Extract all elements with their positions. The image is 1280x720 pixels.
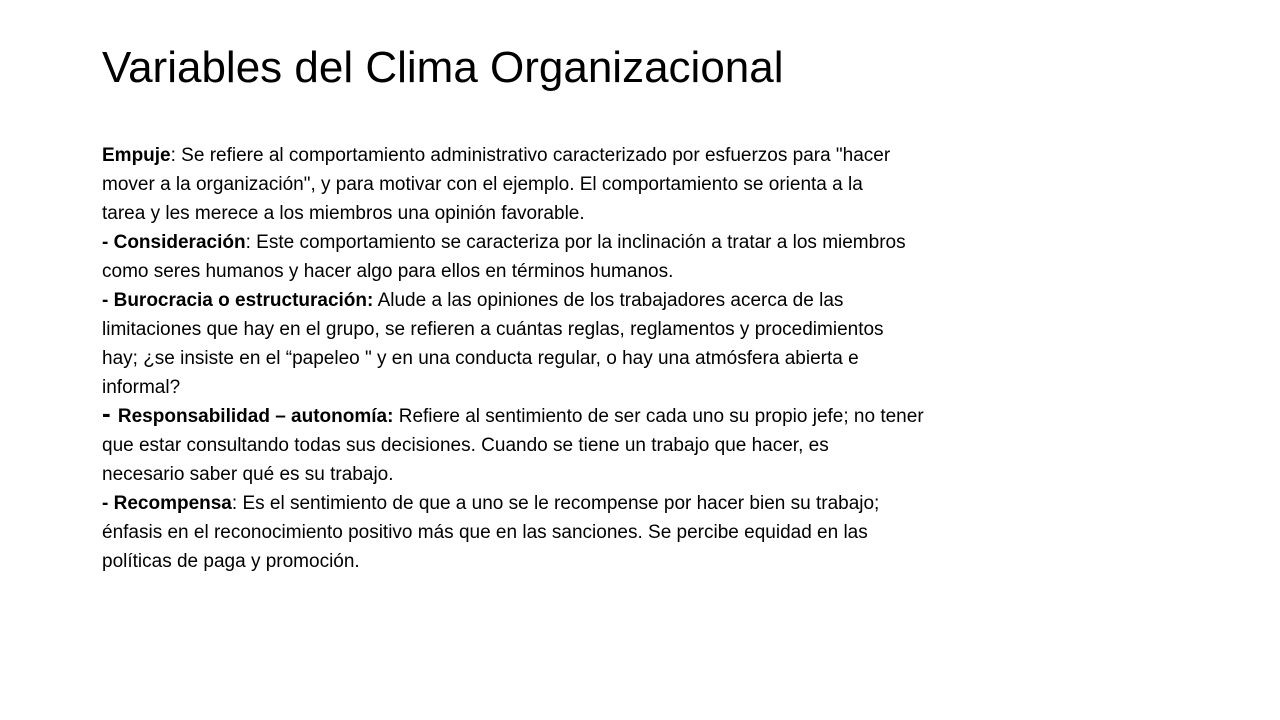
bullet-dash: - bbox=[102, 290, 114, 311]
slide-body bbox=[102, 141, 1162, 576]
text-line: necesario saber qué es su trabajo. bbox=[102, 464, 394, 485]
text-line: políticas de paga y promoción. bbox=[102, 551, 360, 572]
paragraph-responsabilidad bbox=[102, 398, 1162, 489]
definition-text: : Se refiere al comportamiento administrativo caracterizado por esfuerzos para "hacer bbox=[170, 145, 891, 166]
text-line bbox=[102, 228, 1162, 257]
definition-text: : Es el sentimiento de que a uno se le recompense por hacer bien su trabajo; bbox=[231, 493, 880, 514]
text-line: énfasis en el reconocimiento positivo más que en las sanciones. Se percibe equidad en las bbox=[102, 522, 868, 543]
text-line bbox=[102, 398, 1162, 431]
text-line: limitaciones que hay en el grupo, se refieren a cuántas reglas, reglamentos y procedimientos bbox=[102, 319, 884, 340]
definition-text: : Este comportamiento se caracteriza por la inclinación a tratar a los miembros bbox=[245, 232, 906, 253]
bullet-dash: - bbox=[102, 232, 114, 253]
term-empuje: Empuje bbox=[102, 145, 171, 166]
paragraph-burocracia bbox=[102, 286, 1162, 402]
paragraph-consideracion bbox=[102, 228, 1162, 286]
text-line: mover a la organización", y para motivar con el ejemplo. El comportamiento se orienta a la bbox=[102, 174, 863, 195]
paragraph-empuje bbox=[102, 141, 1162, 228]
text-line bbox=[102, 141, 1162, 170]
definition-text: Refiere al sentimiento de ser cada uno su propio jefe; no tener bbox=[393, 406, 924, 427]
paragraph-recompensa bbox=[102, 489, 1162, 576]
text-line: tarea y les merece a los miembros una opinión favorable. bbox=[102, 203, 585, 224]
text-line: como seres humanos y hacer algo para ellos en términos humanos. bbox=[102, 261, 674, 282]
text-line: que estar consultando todas sus decisiones. Cuando se tiene un trabajo que hacer, es bbox=[102, 435, 829, 456]
term-consideracion: Consideración bbox=[113, 232, 246, 253]
bullet-dash: - bbox=[102, 398, 118, 428]
text-line: informal? bbox=[102, 377, 181, 398]
definition-text: Alude a las opiniones de los trabajadores acerca de las bbox=[373, 290, 844, 311]
text-line bbox=[102, 286, 1162, 315]
term-responsabilidad: Responsabilidad – autonomía: bbox=[117, 406, 394, 427]
term-burocracia: Burocracia o estructuración: bbox=[113, 290, 374, 311]
text-line: hay; ¿se insiste en el “papeleo " y en una conducta regular, o hay una atmósfera abierta e bbox=[102, 348, 859, 369]
bullet-dash: - bbox=[102, 493, 114, 514]
slide-title: Variables del Clima Organizacional bbox=[102, 43, 784, 92]
text-line bbox=[102, 489, 1162, 518]
term-recompensa: Recompensa bbox=[113, 493, 232, 514]
